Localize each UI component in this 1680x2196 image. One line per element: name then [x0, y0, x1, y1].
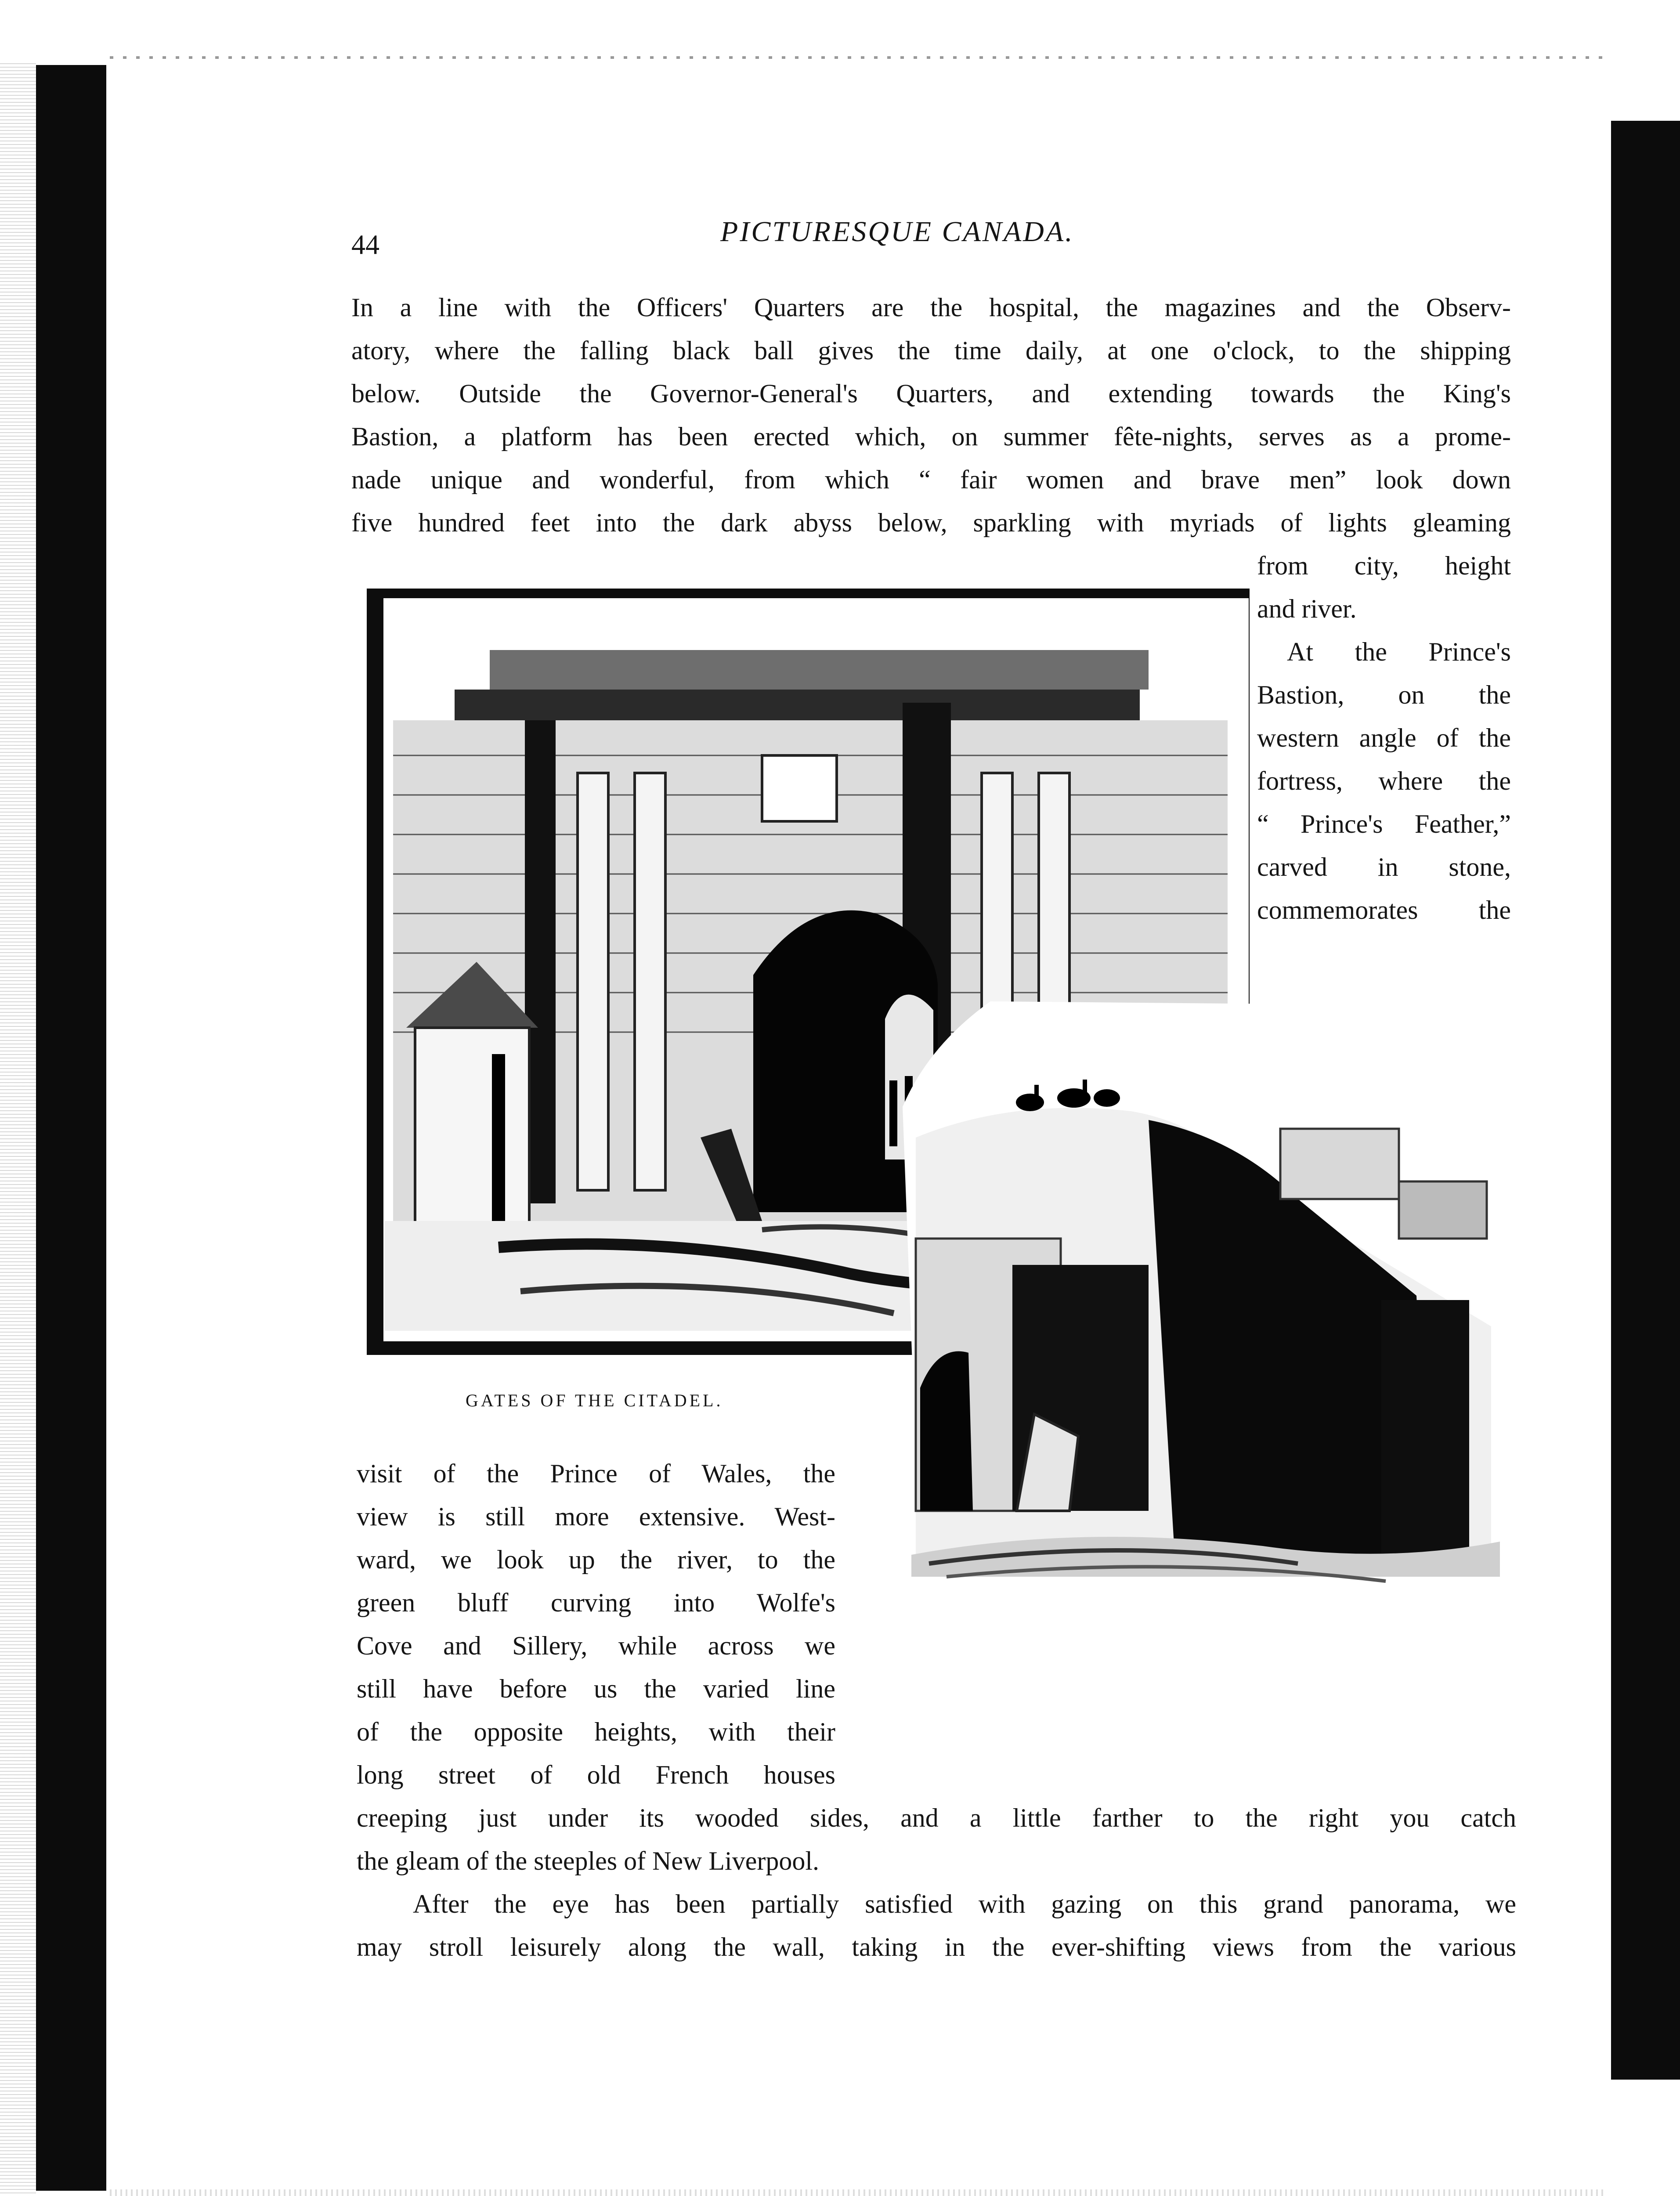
body-line: western angle of the	[1257, 723, 1511, 752]
body-line: carved in stone,	[1257, 852, 1511, 881]
body-line: creeping just under its wooded sides, and a little farther to the right you catch	[357, 1803, 1516, 1832]
page-edge-top	[110, 56, 1603, 59]
body-line: Cove and Sillery, while across we	[357, 1631, 835, 1660]
engraving-mound	[903, 993, 1507, 1737]
body-line: visit of the Prince of Wales, the	[357, 1459, 835, 1488]
illustration-fortress-mound	[903, 993, 1507, 1737]
body-line: below. Outside the Governor-General's Quarters, and extending towards the King's	[351, 379, 1511, 408]
scan-border-right	[1611, 121, 1680, 2080]
body-line: commemorates the	[1257, 896, 1511, 925]
body-line: Bastion, on the	[1257, 680, 1511, 709]
body-line: five hundred feet into the dark abyss below, sparkling with myriads of lights gleaming	[351, 508, 1511, 537]
scan-edge-speckle	[0, 61, 36, 2196]
body-line: Bastion, a platform has been erected which, on summer fête-nights, serves as a prome-	[351, 422, 1511, 451]
page-edge-bottom	[110, 2189, 1603, 2196]
body-line: long street of old French houses	[357, 1760, 835, 1789]
body-line: from city, height	[1257, 551, 1511, 580]
body-line: atory, where the falling black ball gives the time daily, at one o'clock, to the shipping	[351, 336, 1511, 365]
body-line: In a line with the Officers' Quarters are the hospital, the magazines and the Observ-	[351, 293, 1511, 322]
body-line: still have before us the varied line	[357, 1674, 835, 1703]
body-line: “ Prince's Feather,”	[1257, 809, 1511, 838]
scan-border-left	[36, 65, 106, 2191]
body-line: and river.	[1257, 594, 1357, 623]
page-number: 44	[351, 229, 379, 260]
body-line: green bluff curving into Wolfe's	[357, 1588, 835, 1617]
figure-caption: GATES OF THE CITADEL.	[466, 1391, 723, 1410]
body-line: ward, we look up the river, to the	[357, 1545, 835, 1574]
body-line: the gleam of the steeples of New Liverpool.	[357, 1846, 819, 1875]
body-line: fortress, where the	[1257, 766, 1511, 795]
body-line: After the eye has been partially satisfied with gazing on this grand panorama, we	[413, 1889, 1516, 1918]
body-line: nade unique and wonderful, from which “ fair women and brave men” look down	[351, 465, 1511, 494]
body-line: At the Prince's	[1287, 637, 1511, 666]
running-title: PICTURESQUE CANADA.	[720, 216, 1074, 248]
body-line: of the opposite heights, with their	[357, 1717, 835, 1746]
body-line: view is still more extensive. West-	[357, 1502, 835, 1531]
body-line: may stroll leisurely along the wall, taking in the ever-shifting views from the various	[357, 1932, 1516, 1961]
